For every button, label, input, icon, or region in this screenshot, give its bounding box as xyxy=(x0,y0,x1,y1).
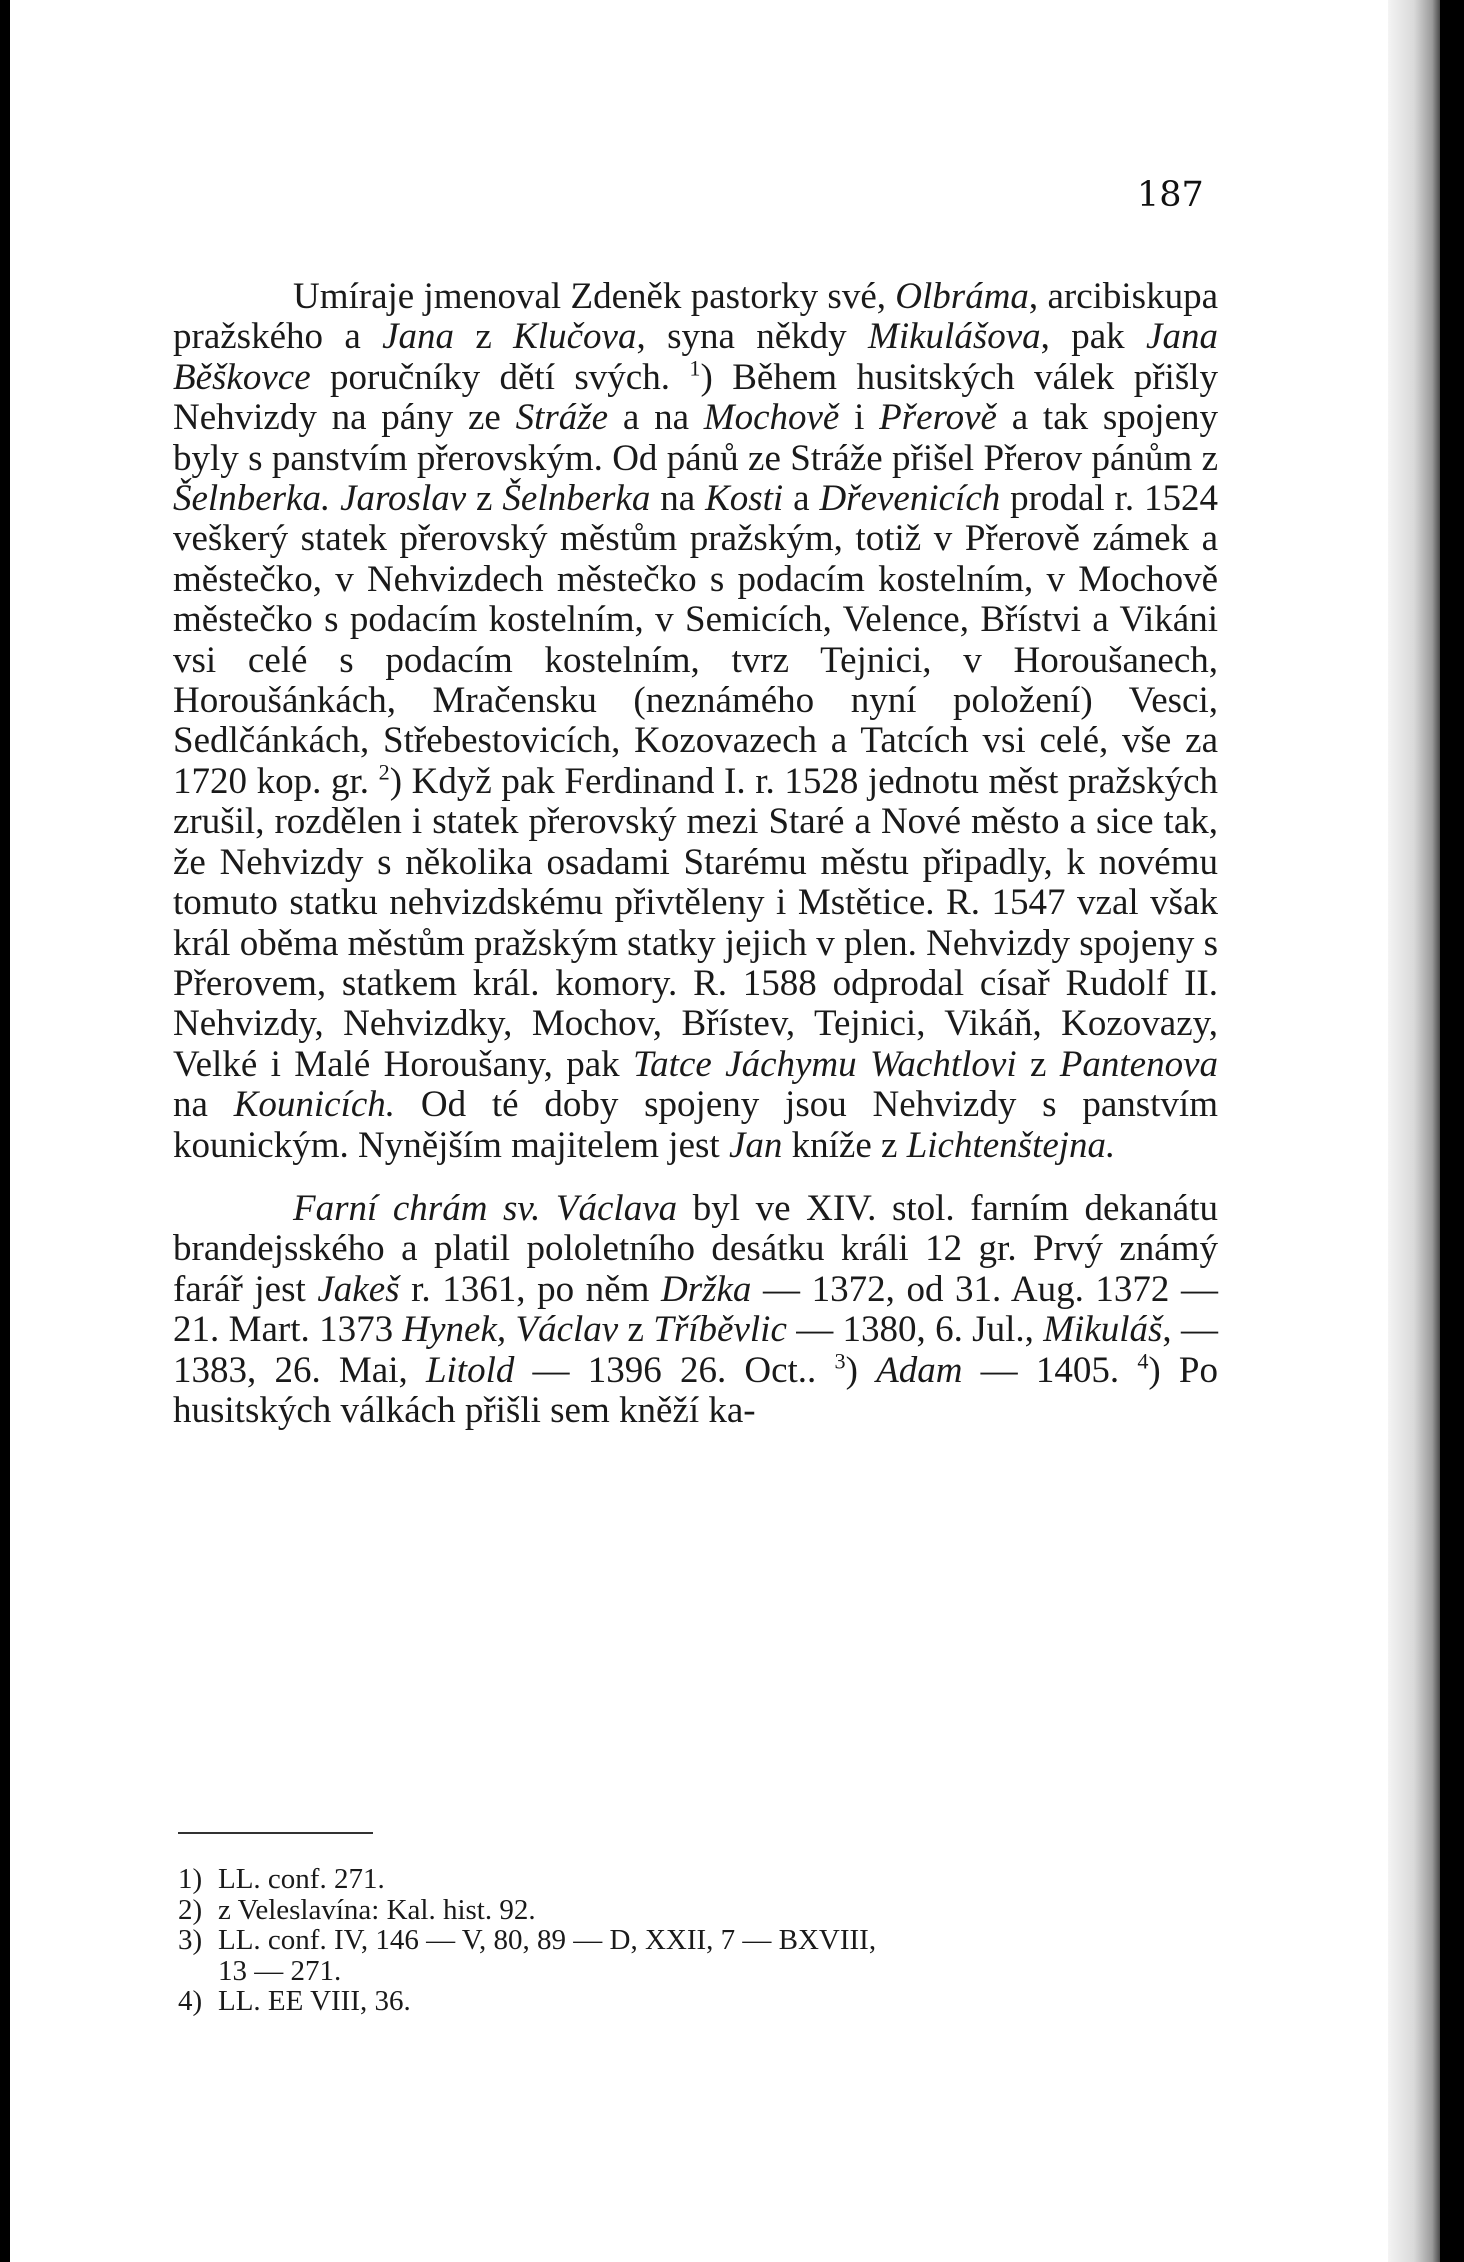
footnote-3 xyxy=(178,1925,1218,1956)
italic-run: Olbráma xyxy=(895,276,1029,317)
italic-run: Tříběvlic xyxy=(653,1309,787,1351)
italic-run: Pantenova xyxy=(1059,1043,1218,1085)
text-run: Od té doby spojeny jsou Nehvizdy s panstvím kounickým. Nynějším majitelem jest xyxy=(173,1084,1218,1166)
text-run: kníže z xyxy=(782,1124,907,1166)
italic-run: Kosti xyxy=(705,478,784,520)
text-run: Umíraje jmenoval Zdeněk pastorky své, xyxy=(293,276,896,317)
text-run: na xyxy=(650,478,706,520)
paragraph-1 xyxy=(173,277,1218,1166)
italic-run: Stráže xyxy=(515,397,609,439)
italic-run: Litold xyxy=(425,1349,515,1391)
text-run: z xyxy=(1016,1043,1060,1085)
text-run: byl ve XIV. stol. farním dekanátu brandejsského a platil pololetního desátku králi 12 gr. Prvý známý farář jest xyxy=(173,1187,1218,1310)
text-run: , pak xyxy=(1040,316,1147,358)
footnote-text: LL. EE VIII, 36. xyxy=(218,1985,411,2017)
italic-run: Jan xyxy=(728,1124,783,1166)
italic-run: Jana xyxy=(382,316,455,358)
text-run: z xyxy=(454,316,514,358)
italic-run: Mikuláš xyxy=(1043,1309,1163,1351)
page-edge-shadow xyxy=(1388,0,1440,2262)
italic-run: Přerově xyxy=(879,397,997,439)
footnote-divider xyxy=(178,1832,373,1834)
italic-run: Jakeš xyxy=(317,1268,400,1310)
italic-run: Dřevenicích xyxy=(819,478,1001,520)
footnote-text: LL. conf. 271. xyxy=(218,1863,385,1895)
text-run: na xyxy=(173,1084,234,1126)
text-run: a na xyxy=(608,397,704,439)
footnote-ref: 2 xyxy=(378,759,390,785)
footnote-ref: 1 xyxy=(689,355,701,381)
text-run: ) Po husitských válkách přišli sem kněží ka- xyxy=(173,1349,1218,1431)
italic-run: Kounicích. xyxy=(233,1084,396,1126)
footnote-mark: 3) xyxy=(178,1924,203,1956)
paragraph-2 xyxy=(173,1189,1218,1431)
text-run: — 1372, od 31. Aug. 1372 — 21. Mart. 1373 xyxy=(173,1268,1218,1351)
italic-run: Farní chrám sv. Václava xyxy=(293,1187,678,1229)
text-run: ) xyxy=(845,1349,877,1391)
footnote-2 xyxy=(178,1895,1218,1926)
footnote-3-continuation: 13 — 271. xyxy=(218,1954,342,1987)
text-run: z xyxy=(618,1309,654,1351)
italic-run: Šelnberka. Jaroslav xyxy=(173,478,467,520)
italic-run: Šelnberka xyxy=(502,478,651,520)
footnote-mark: 2) xyxy=(178,1893,203,1926)
text-run: prodal r. 1524 veškerý statek přerovský městům pražským, totiž v Přerově zámek a městečko, v Nehvizdech městečko s podacím kostelním, v Mochově městečko s podacím kostelním, v Semicích, Velence, Břístvi a Vikáni vsi celé s podacím kostelním, tvrz Tejnici, v Horoušanech, Horoušánkách, Mračensku (neznámého nyní položení) Vesci, Sedlčánkách, Střebestovicích, Kozovazech a Tatcích vsi celé, vše za 1720 kop. gr. xyxy=(173,478,1218,802)
italic-run: Mikulášova xyxy=(868,316,1041,358)
book-page xyxy=(10,0,1440,2262)
text-run: — 1380, 6. Jul., xyxy=(786,1309,1044,1351)
italic-run: Lichtenštejna. xyxy=(906,1124,1116,1166)
text-run: ) Když pak Ferdinand I. r. 1528 jednotu měst pražských zrušil, rozdělen i statek přerovský mezi Staré a Nové město a sice tak, že Nehvizdy s několika osadami Starému městu připadly, k novému tomuto statku nehvizdskému přivtěleny i Mstětice. R. 1547 vzal však král oběma městům pražským statky jejich v plen. Nehvizdy spojeny s Přerovem, statkem král. komory. R. 1588 odprodal císař Rudolf II. Nehvizdy, Nehvizdky, Mochov, Břístev, Tejnici, Vikáň, Kozovazy, Velké i Malé Horoušany, pak xyxy=(173,760,1219,1085)
text-run: r. 1361, po něm xyxy=(399,1268,661,1310)
text-run: , arcibiskupa pražského a xyxy=(173,276,1219,358)
text-run: i xyxy=(839,397,880,439)
footnote-ref: 4 xyxy=(1137,1348,1149,1374)
page-number: 187 xyxy=(1137,175,1204,215)
main-text xyxy=(173,277,1218,1431)
text-run: , — 1383, 26. Mai, xyxy=(173,1309,1218,1391)
text-run: a tak spojeny byly s panstvím přerovským. Od pánů ze Stráže přišel Přerov pánům z xyxy=(173,397,1218,479)
footnote-1 xyxy=(178,1864,1218,1895)
text-run: — 1405. xyxy=(962,1349,1138,1391)
footnote-text: LL. conf. IV, 146 — V, 80, 89 — D, XXII, 7 — BXVIII, xyxy=(218,1924,877,1956)
italic-run: Mochově xyxy=(703,397,840,439)
text-run: a xyxy=(783,478,820,520)
footnotes xyxy=(178,1864,1218,2017)
text-run: poručníky dětí svých. xyxy=(310,356,690,398)
footnote-text: z Veleslavína: Kal. hist. 92. xyxy=(218,1893,536,1926)
italic-run: Tatce Jáchymu Wachtlovi xyxy=(632,1043,1017,1085)
footnote-ref: 3 xyxy=(834,1348,846,1374)
italic-run: Hynek, Václav xyxy=(402,1309,619,1351)
italic-run: Jana Běškovce xyxy=(173,316,1218,398)
footnote-mark: 4) xyxy=(178,1985,203,2017)
footnote-4 xyxy=(178,1986,1218,2017)
text-run: , syna někdy xyxy=(636,316,869,358)
footnote-mark: 1) xyxy=(178,1863,203,1895)
text-run: z xyxy=(466,478,503,520)
italic-run: Držka xyxy=(660,1268,752,1310)
italic-run: Adam xyxy=(876,1349,963,1391)
text-run: — 1396 26. Oct.. xyxy=(514,1349,835,1391)
text-run: ) Během husitských válek přišly Nehvizdy na pány ze xyxy=(173,356,1219,439)
italic-run: Klučova xyxy=(513,316,637,358)
